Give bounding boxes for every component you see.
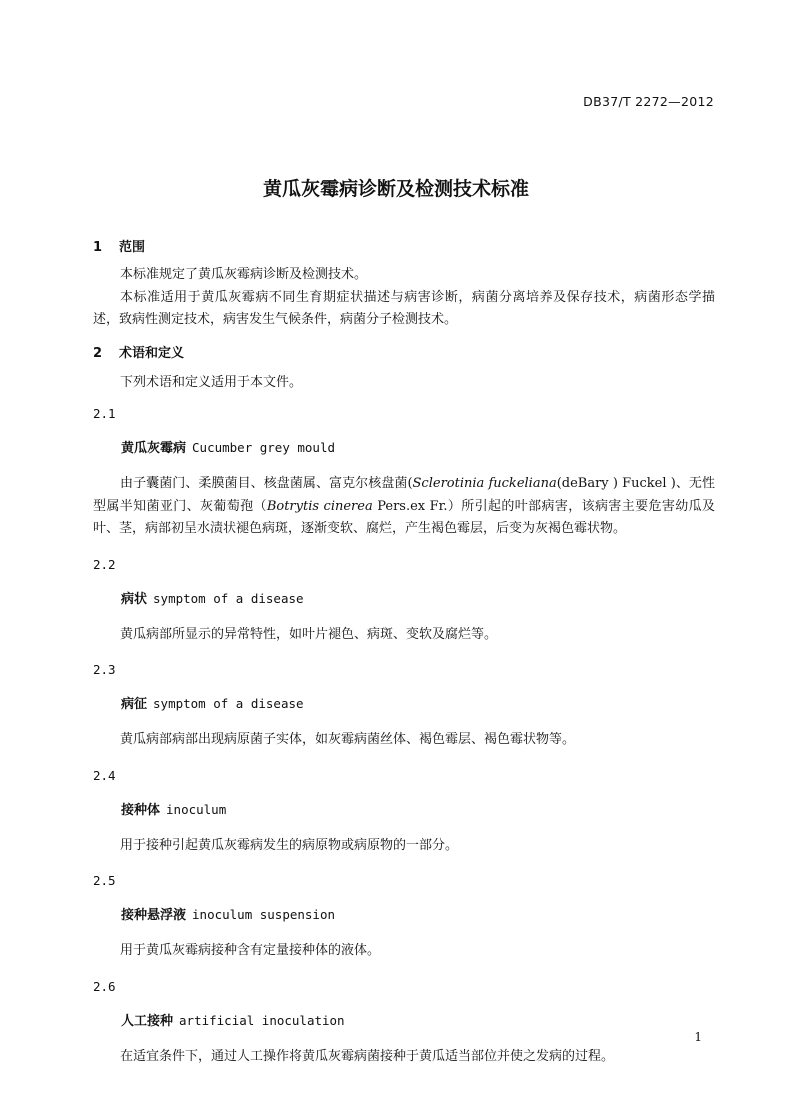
term-number: 2.4 [93,767,116,783]
term-entry [93,905,715,926]
document-title: 黄瓜灰霉病诊断及检测技术标准 [262,178,529,200]
section-number: 1 [93,240,103,255]
term-entry [93,694,715,715]
terms-intro: 下列术语和定义适用于本文件。 [120,374,303,390]
scientific-name: Botrytis cinerea [266,498,373,514]
section-number: 2 [93,345,103,361]
term-entry [93,800,715,821]
term-definition: 用于黄瓜灰霉病接种含有定量接种体的液体。 [120,943,381,958]
term-definition: 由子囊菌门、柔膜菌目、核盘菌属、富克尔核盘菌(Sclerotinia fuckeliana(deBary ) Fuckel )、无性型属半知菌亚门、灰葡萄孢（Botrytis cinerea Pers.ex Fr.）所引起的叶部病害，该病害主要危害幼瓜及叶、茎，病部初呈水渍状褪色病斑，逐渐变软、腐烂，产生褐色霉层，后变为灰褐色霉状物。 [93,476,715,536]
section-heading-terms [93,344,715,364]
page-number: 1 [694,1030,702,1044]
term-number: 2.3 [93,662,116,677]
term-english: inoculum [166,801,227,817]
term-english: artificial inoculation [179,1012,345,1028]
term-number: 2.2 [93,556,116,572]
term-number: 2.5 [93,873,116,888]
scope-paragraph-1: 本标准规定了黄瓜灰霉病诊断及检测技术。 [120,267,368,282]
term-chinese: 人工接种 [121,1013,174,1029]
section-title: 范围 [119,240,146,255]
term-chinese: 黄瓜灰霉病 [121,441,187,456]
term-entry [93,589,715,610]
term-definition: 用于接种引起黄瓜灰霉病发生的病原物或病原物的一部分。 [120,837,459,853]
term-definition: 黄瓜病部病部出现病原菌子实体，如灰霉病菌丝体、褐色霉层、褐色霉状物等。 [120,732,576,747]
term-chinese: 病征 [121,697,148,712]
term-english: Cucumber grey mould [192,440,336,455]
term-chinese: 接种悬浮液 [121,908,187,923]
term-english: symptom of a disease [153,696,304,711]
term-entry [93,438,715,459]
section-heading-scope [93,238,715,258]
standard-number: DB37/T 2272—2012 [583,94,714,109]
term-entry [93,1011,715,1032]
scope-paragraph-2: 本标准适用于黄瓜灰霉病不同生育期症状描述与病害诊断，病菌分离培养及保存技术，病菌形态学描述，致病性测定技术，病害发生气候条件，病菌分子检测技术。 [93,289,715,327]
term-english: symptom of a disease [153,590,304,606]
document-body [93,238,715,1068]
term-definition: 在适宜条件下，通过人工操作将黄瓜灰霉病菌接种于黄瓜适当部位并使之发病的过程。 [120,1048,615,1064]
scientific-name: Sclerotinia fuckeliana [412,476,557,491]
term-english: inoculum suspension [192,907,336,922]
term-chinese: 病状 [121,591,148,607]
term-definition: 黄瓜病部所显示的异常特性，如叶片褪色、病斑、变软及腐烂等。 [120,626,498,642]
term-chinese: 接种体 [121,802,161,818]
section-title: 术语和定义 [119,345,185,361]
term-number: 2.1 [93,406,116,421]
term-number: 2.6 [93,978,116,994]
